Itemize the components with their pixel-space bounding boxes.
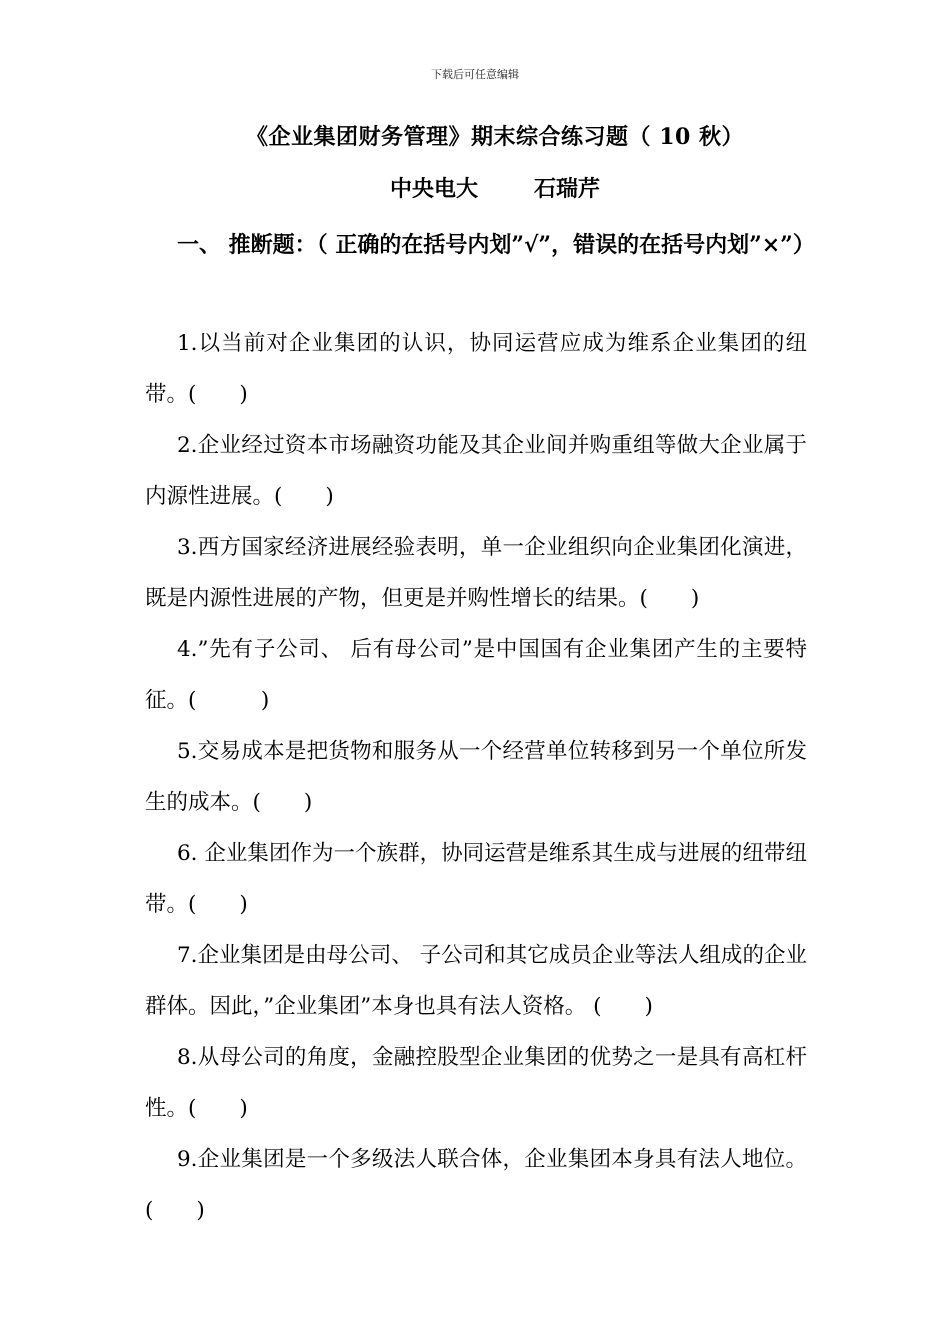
question-item: 8.从母公司的角度，金融控股型企业集团的优势之一是具有高杠杆性。( ) [145,1045,807,1121]
question-item: 3.西方国家经济进展经验表明，单一企业组织向企业集团化演进，既是内源性进展的产物，但更是并购性增长的结果。( ) [145,535,807,611]
question-item: 9.企业集团是一个多级法人联合体，企业集团本身具有法人地位。( ) [145,1147,807,1223]
question-list [145,318,807,1236]
header-note: 下载后可任意编辑 [431,68,519,81]
page-title: 《企业集团财务管理》期末综合练习题（ 10 秋） [246,124,744,150]
question-item: 1.以当前对企业集团的认识，协同运营应成为维系企业集团的纽带。( ) [145,331,807,407]
author-org: 中央电大 [389,176,478,202]
question-item: 5.交易成本是把货物和服务从一个经营单位转移到另一个单位所发生的成本。( ) [145,739,807,815]
question-item: 4.”先有子公司、 后有母公司”是中国国有企业集团产生的主要特征。( ) [145,637,807,713]
question-item: 7.企业集团是由母公司、 子公司和其它成员企业等法人组成的企业群体。因此，”企业集团”本身也具有法人资格。 ( ) [145,943,807,1019]
author-line [145,172,845,203]
section-heading: 一、 推断题：（ 正确的在括号内划”√”，错误的在括号内划”×”） [177,232,815,258]
question-item: 6. 企业集团作为一个族群，协同运营是维系其生成与进展的纽带纽带。( ) [145,841,807,917]
author-name: 石瑞芹 [534,176,601,202]
question-item: 2.企业经过资本市场融资功能及其企业间并购重组等做大企业属于内源性进展。( ) [145,433,807,509]
